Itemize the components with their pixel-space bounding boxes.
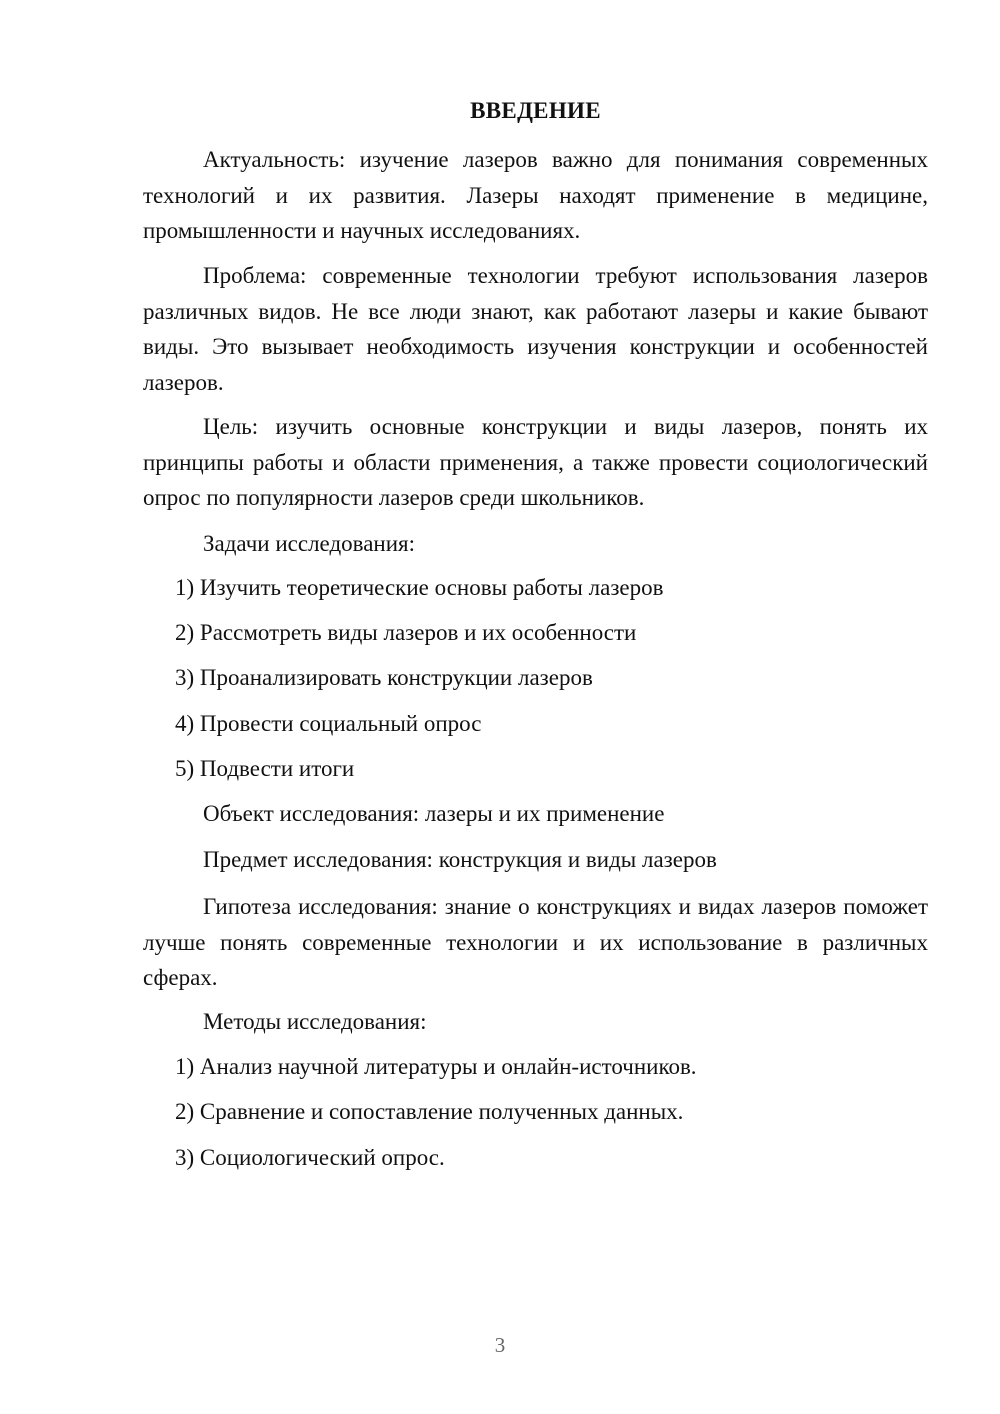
task-item-1: 1) Изучить теоретические основы работы лазеров bbox=[175, 575, 664, 600]
tasks-heading: Задачи исследования: bbox=[203, 531, 416, 556]
task-item-4: 4) Провести социальный опрос bbox=[175, 711, 482, 736]
task-item-3: 3) Проанализировать конструкции лазеров bbox=[175, 665, 593, 690]
document-page bbox=[143, 0, 928, 1414]
task-item-5: 5) Подвести итоги bbox=[175, 756, 355, 781]
goal-paragraph: Цель: изучить основные конструкции и виды лазеров, понять их принципы работы и области применения, а также провести социологический опрос по популярности лазеров среди школьников. bbox=[143, 414, 928, 510]
research-subject: Предмет исследования: конструкция и виды лазеров bbox=[203, 847, 717, 872]
research-object: Объект исследования: лазеры и их применение bbox=[203, 801, 665, 826]
problem-paragraph: Проблема: современные технологии требуют использования лазеров различных видов. Не все люди знают, как работают лазеры и какие бывают виды. Это вызывает необходимость изучения конструкции и особенностей лазеров. bbox=[143, 263, 928, 395]
method-item-3: 3) Социологический опрос. bbox=[175, 1145, 445, 1170]
hypothesis-paragraph: Гипотеза исследования: знание о конструкциях и видах лазеров поможет лучше понять современные технологии и их использование в различных сферах. bbox=[143, 894, 928, 990]
task-item-2: 2) Рассмотреть виды лазеров и их особенности bbox=[175, 620, 637, 645]
methods-heading: Методы исследования: bbox=[203, 1009, 427, 1034]
page-number: 3 bbox=[494, 1333, 506, 1357]
page-title: ВВЕДЕНИЕ bbox=[470, 98, 601, 123]
relevance-paragraph: Актуальность: изучение лазеров важно для понимания современных технологий и их развития. Лазеры находят применение в медицине, промышленности и научных исследованиях. bbox=[143, 147, 928, 243]
method-item-1: 1) Анализ научной литературы и онлайн-источников. bbox=[175, 1054, 697, 1079]
method-item-2: 2) Сравнение и сопоставление полученных данных. bbox=[175, 1099, 684, 1124]
